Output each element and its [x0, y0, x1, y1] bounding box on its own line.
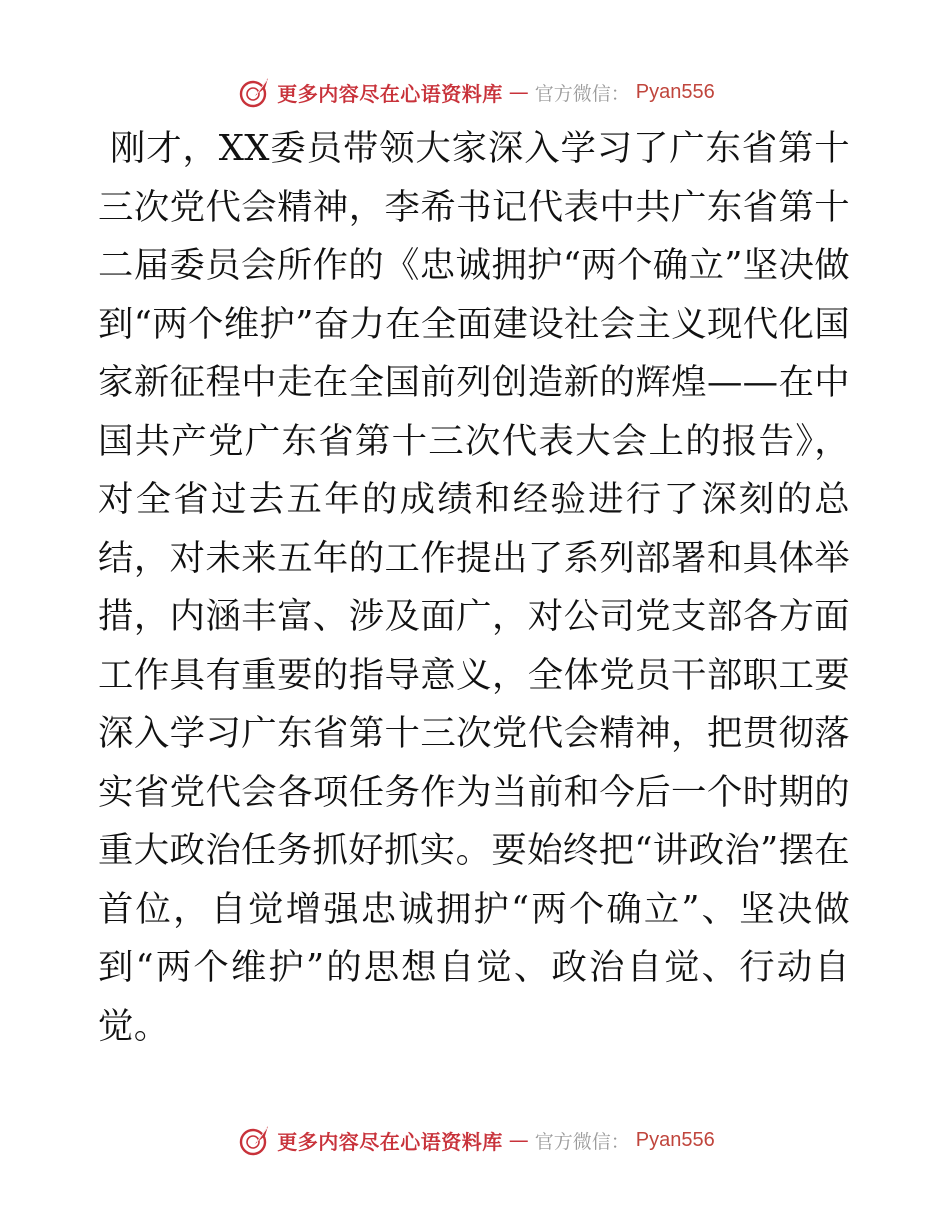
watermark-wechat-label: 官方微信： [534, 82, 630, 105]
watermark-wechat-id: Pyan556 [635, 1128, 715, 1151]
body-paragraph: 刚才，XX委员带领大家深入学习了广东省第十三次党代会精神，李希书记代表中共广东省第十二届委员会所作的《忠诚拥护“两个确立”坚决做到“两个维护”奋力在全面建设社会主义现代化国家新征程中走在全国前列创造新的辉煌——在中国共产党广东省第十三次代表大会上的报告》，对全省过去五年的成绩和经验进行了深刻的总结，对未来五年的工作提出了系列部署和具体举措，内涵丰富、涉及面广，对公司党支部各方面工作具有重要的指导意义，全体党员干部职工要深入学习广东省第十三次党代会精神，把贯彻落实省党代会各项任务作为当前和今后一个时期的重大政治任务抓好抓实。要始终把“讲政治”摆在首位，自觉增强忠诚拥护“两个确立”、坚决做到“两个维护”的思想自觉、政治自觉、行动自觉。 [98, 128, 850, 1047]
watermark-site-text: 更多内容尽在心语资料库 [277, 1129, 503, 1154]
quill-logo-icon [235, 74, 271, 110]
watermark-dash: — [508, 80, 529, 104]
quill-logo-icon [235, 1122, 271, 1158]
watermark-wechat-label: 官方微信： [534, 1130, 630, 1153]
watermark-wechat-id: Pyan556 [635, 80, 715, 103]
watermark-dash: — [508, 1128, 529, 1152]
footer-watermark [0, 1120, 950, 1160]
watermark-site-text: 更多内容尽在心语资料库 [277, 81, 503, 106]
header-watermark [0, 72, 950, 112]
